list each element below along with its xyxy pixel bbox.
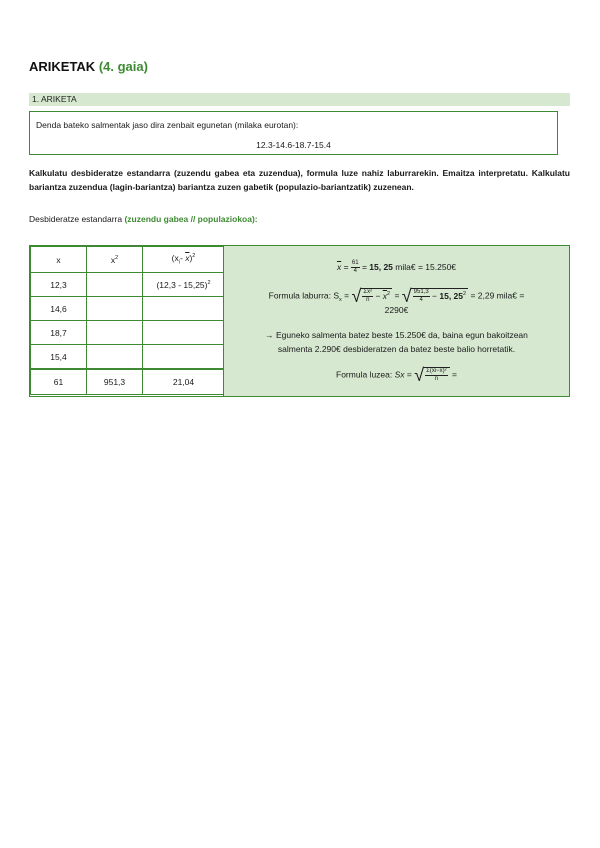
mean-unit: mila€ = 15.250€ [395, 261, 457, 272]
long-formula: Formula luzea: Sx = √ $\frac{\text{Σ(xi−x̄)²}}{n}$ = [336, 365, 457, 385]
header-deviation-squared: ($x_i-$ $\overline{x})^2$ [143, 247, 225, 273]
table-header-row [31, 247, 225, 273]
table-row [31, 273, 225, 297]
instructions-text: Kalkulatu desbideratze estandarra (zuzendu gabea eta zuzendua), formula luze nahiz laburrarekin. Emaitza interpretatu. Kalkulatu bariantza zuzendua (lagin-bariantza) bariantza zuzen gabetik (populazio-bariantzatik) zuzenean. [29, 168, 570, 192]
cell-x: 12,3 [31, 273, 87, 297]
cell-x2 [87, 273, 143, 297]
mean-fraction: $\frac{61}{4}$ [351, 260, 359, 274]
cell-x2 [87, 297, 143, 321]
total-x: 61 [31, 369, 87, 395]
cell-dev [143, 321, 225, 345]
cell-x2 [87, 345, 143, 370]
subheading-text: Desbideratze estandarra [29, 214, 123, 224]
data-table [30, 246, 225, 395]
short-formula: Formula laburra: $S_x$ = √ $\frac{\text{Σx²}}{n}$ − $\overline{x}^2$ = √ $\frac{951,3}{4}$ − 15, $25^2 = 2,29$ mila€ = [268, 286, 525, 306]
total-dev: 21,04 [143, 369, 225, 395]
subheading [29, 214, 258, 224]
cell-dev: (12,3 - 15,25)$^2$ [143, 273, 225, 297]
mean-result: 15, 25 [369, 261, 393, 272]
cell-x: 14,6 [31, 297, 87, 321]
short-result: = 2,29 mila€ = [470, 290, 525, 301]
page-title [29, 59, 148, 74]
page-title-main: ARIKETAK [29, 59, 96, 74]
calculation-grid [29, 245, 570, 397]
problem-statement-text: Denda bateko salmentak jaso dira zenbait egunetan (milaka eurotan): [36, 120, 299, 130]
total-x2: 951,3 [87, 369, 143, 395]
cell-x: 15,4 [31, 345, 87, 370]
mean-formula: $\overline{x}$ = $\frac{61}{4}$ = 15, 25 mila€ = 15.250€ [336, 260, 457, 274]
problem-values: 12.3-14.6-18.7-15.4 [256, 140, 331, 150]
table-row [31, 297, 225, 321]
cell-x2 [87, 321, 143, 345]
interpretation-line-2: salmenta 2.290€ desbideratzen da batez beste balio horretatik. [277, 344, 516, 354]
table-row [31, 321, 225, 345]
interpretation-line-1: → Eguneko salmenta batez beste 15.250€ da, baina egun bakoitzean [265, 330, 528, 340]
subheading-accent: (zuzendu gabea // populaziokoa): [124, 214, 258, 224]
section-header: 1. ARIKETA [29, 93, 570, 106]
cell-dev [143, 297, 225, 321]
short-result-line2: 2290€ [384, 305, 409, 315]
cell-x: 18,7 [31, 321, 87, 345]
table-row [31, 345, 225, 370]
header-x: x [31, 247, 87, 273]
table-total-row [31, 369, 225, 395]
cell-dev [143, 345, 225, 370]
solution-panel [223, 246, 569, 396]
problem-statement-box [29, 111, 558, 155]
header-x-squared: $x^2$ [87, 247, 143, 273]
page-title-accent: (4. gaia) [98, 59, 148, 74]
